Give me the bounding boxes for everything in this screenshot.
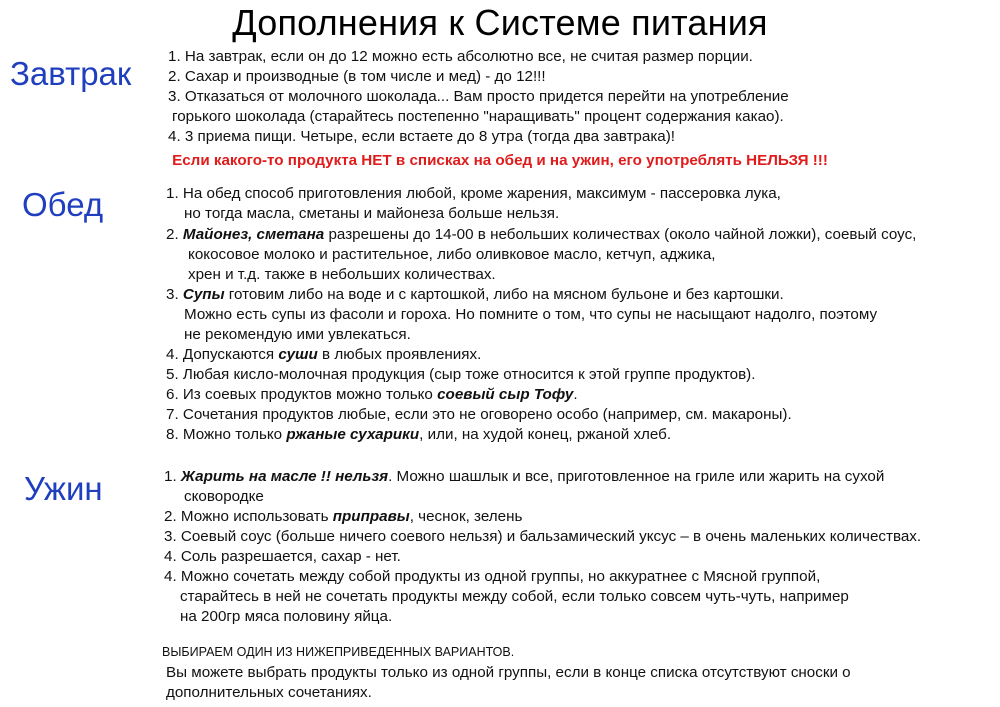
list-item: 5. Любая кисло-молочная продукция (сыр тоже относится к этой группе продуктов). [166, 366, 756, 383]
list-item: 1. На обед способ приготовления любой, кроме жарения, максимум - пассеровка лука, [166, 185, 781, 202]
emphasis-text: Супы [182, 286, 225, 303]
list-item: 7. Сочетания продуктов любые, если это не оговорено особо (например, см. макароны). [166, 406, 792, 423]
list-item: кокосовое молоко и растительное, либо оливковое масло, кетчуп, аджика, [188, 246, 716, 263]
list-item: 6. Из соевых продуктов можно только соевый сыр Тофу. [166, 386, 578, 403]
list-item: но тогда масла, сметаны и майонеза больше нельзя. [184, 205, 560, 222]
list-item: 2. Можно использовать приправы, чеснок, зелень [164, 508, 523, 525]
list-item: Можно есть супы из фасоли и гороха. Но помните о том, что супы не насыщают надолго, поэтому [184, 306, 878, 323]
emphasis-text: Майонез, сметана [182, 226, 325, 243]
list-item: не рекомендую ими увлекаться. [184, 326, 411, 343]
section-label-dinner: Ужин [24, 470, 103, 507]
list-item: 4. 3 приема пищи. Четыре, если встаете до 8 утра (тогда два завтрака)! [168, 128, 676, 145]
section-label-breakfast: Завтрак [10, 55, 132, 92]
list-item: 3. Супы готовим либо на воде и с картошкой, либо на мясном бульоне и без картошки. [166, 286, 784, 303]
footer-caps: ВЫБИРАЕМ ОДИН ИЗ НИЖЕПРИВЕДЕННЫХ ВАРИАНТОВ. [162, 645, 515, 659]
list-item: 3. Отказаться от молочного шоколада... Вам просто придется перейти на употребление [168, 88, 789, 105]
list-item: 2. Майонез, сметана разрешены до 14-00 в небольших количествах (около чайной ложки), соевый соус, [166, 226, 917, 243]
section-label-lunch: Обед [22, 186, 104, 223]
list-item: горького шоколада (старайтесь постепенно "наращивать" процент содержания какао). [172, 108, 784, 125]
list-item: старайтесь в ней не сочетать продукты между собой, если только совсем чуть-чуть, например [180, 588, 849, 605]
emphasis-text: суши [278, 346, 318, 363]
warning-text: Если какого-то продукта НЕТ в списках на обед и на ужин, его употреблять НЕЛЬЗЯ !!! [172, 152, 828, 169]
emphasis-text: приправы [332, 508, 410, 525]
emphasis-text: соевый сыр Тофу [437, 386, 574, 403]
list-item: 4. Соль разрешается, сахар - нет. [164, 548, 401, 565]
emphasis-text: Жарить на масле !! нельзя [180, 468, 389, 485]
list-item: хрен и т.д. также в небольших количествах. [188, 266, 496, 283]
list-item: 1. На завтрак, если он до 12 можно есть абсолютно все, не считая размер порции. [168, 48, 753, 65]
page-title: Дополнения к Системе питания [232, 2, 768, 43]
list-item: на 200гр мяса половину яйца. [180, 608, 393, 625]
emphasis-text: ржаные сухарики [286, 426, 420, 443]
list-item: 8. Можно только ржаные сухарики, или, на худой конец, ржаной хлеб. [166, 426, 672, 443]
list-item: 3. Соевый соус (больше ничего соевого нельзя) и бальзамический уксус – в очень маленьких количествах. [164, 528, 922, 545]
list-item: 4. Допускаются суши в любых проявлениях. [166, 346, 482, 363]
list-item: 1. Жарить на масле !! нельзя. Можно шашлык и все, приготовленное на гриле или жарить на сухой [164, 468, 885, 485]
list-item: 2. Сахар и производные (в том числе и мед) - до 12!!! [168, 68, 546, 85]
footer-line: дополнительных сочетаниях. [166, 684, 372, 701]
list-item: 4. Можно сочетать между собой продукты из одной группы, но аккуратнее с Мясной группой, [164, 568, 821, 585]
list-item: сковородке [184, 488, 264, 505]
footer-line: Вы можете выбрать продукты только из одной группы, если в конце списка отсутствуют сноски о [166, 664, 851, 681]
